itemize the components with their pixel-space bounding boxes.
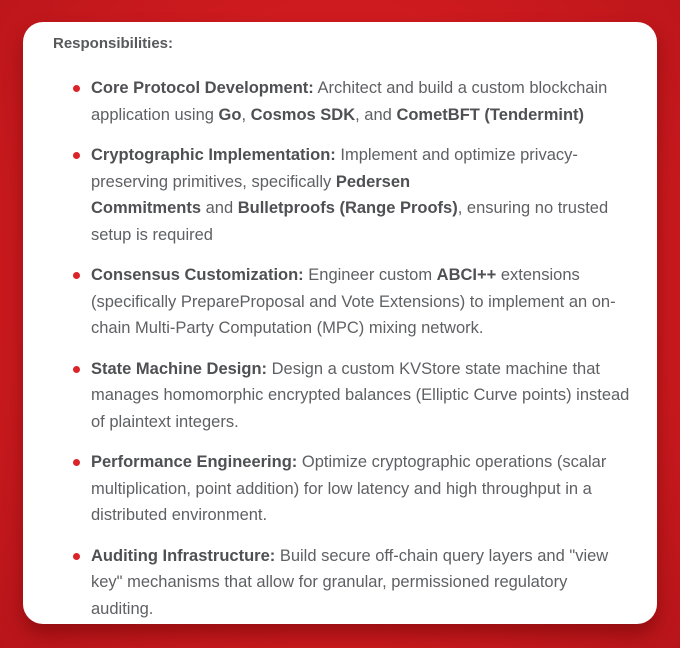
emphasized-term: ABCI++ <box>436 266 497 284</box>
emphasized-term: Commitments <box>91 199 202 217</box>
list-item <box>53 142 633 248</box>
emphasized-term: Go <box>218 105 242 124</box>
section-heading: Responsibilities: <box>53 35 174 52</box>
item-text: and <box>201 199 238 217</box>
responsibilities-card <box>23 22 657 624</box>
item-text: , <box>241 105 251 124</box>
list-item <box>53 75 633 128</box>
emphasized-term: CometBFT (Tendermint) <box>396 105 585 124</box>
item-text: Architect and build a custom blockchain application using <box>91 79 608 124</box>
item-title: Cryptographic Implementation: <box>91 146 336 164</box>
list-item <box>53 543 633 623</box>
item-title: Performance Engineering: <box>91 453 298 471</box>
item-title: Core Protocol Development: <box>91 79 314 97</box>
bullet-dot-icon <box>73 459 80 466</box>
bullet-dot-icon <box>73 85 80 92</box>
list-item <box>53 449 633 529</box>
item-title: Consensus Customization: <box>91 266 304 284</box>
item-title: State Machine Design: <box>91 359 268 378</box>
item-text: Engineer custom <box>303 266 437 284</box>
responsibilities-list <box>53 75 633 622</box>
item-text: Optimize cryptographic operations (scalar multiplication, point addition) for low latency and high throughput in a distributed environment. <box>91 453 607 524</box>
item-text: Implement and optimize privacy-preserving primitives, specifically <box>91 146 578 191</box>
list-item <box>53 262 633 342</box>
item-text: Design a custom KVStore state machine that manages homomorphic encrypted balances (Elliptic Curve points) instead of plaintext integers. <box>91 359 630 431</box>
item-text: extensions (specifically PrepareProposal and Vote Extensions) to implement an on-chain Multi-Party Computation (MPC) mixing network. <box>91 266 616 337</box>
item-text: , ensuring no trusted setup is required <box>91 199 609 244</box>
bullet-dot-icon <box>73 152 80 159</box>
bullet-dot-icon <box>73 553 80 560</box>
item-text: , and <box>355 105 397 124</box>
item-text: Build secure off-chain query layers and "view key" mechanisms that allow for granular, permissioned regulatory auditing. <box>91 546 609 618</box>
emphasized-term: Bulletproofs (Range Proofs) <box>237 199 458 217</box>
item-title: Auditing Infrastructure: <box>91 546 276 565</box>
bullet-dot-icon <box>73 366 80 373</box>
emphasized-term: Pedersen <box>335 172 411 191</box>
emphasized-term: Cosmos SDK <box>250 105 356 124</box>
bullet-dot-icon <box>73 272 80 279</box>
list-item <box>53 356 633 436</box>
